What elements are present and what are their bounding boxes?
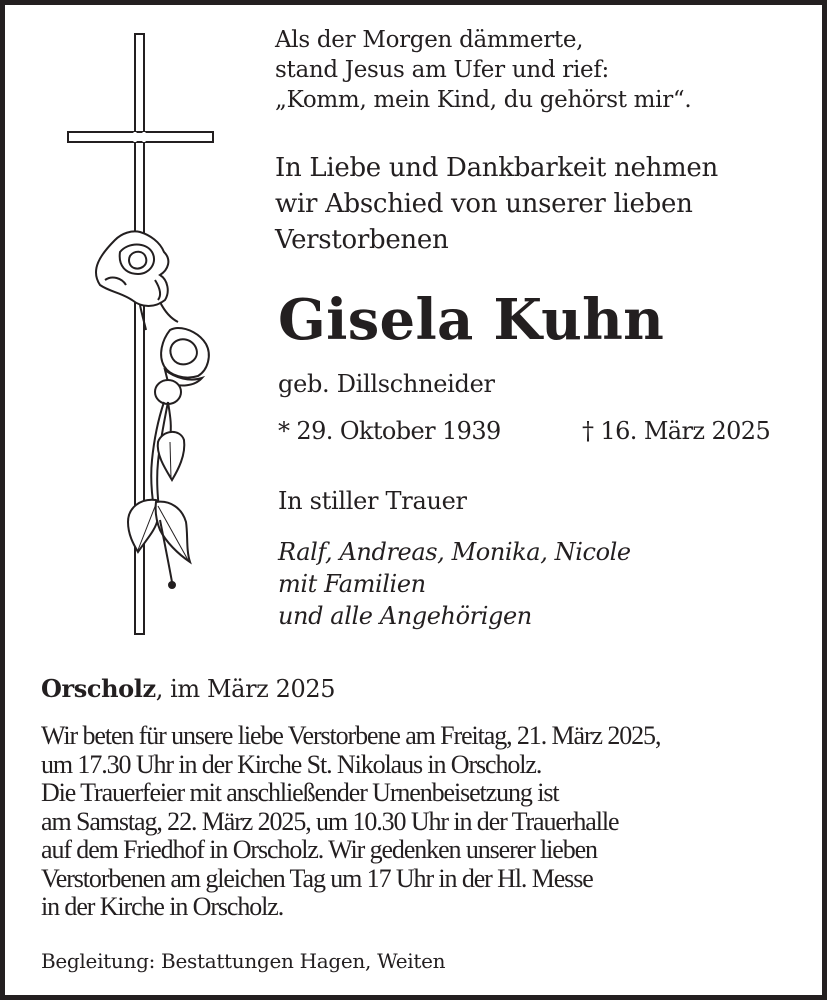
verse-line: Als der Morgen dämmerte, <box>275 27 584 53</box>
maiden-name: geb. Dillschneider <box>278 370 495 398</box>
service-line: um 17.30 Uhr in der Kirche St. Nikolaus in Orscholz. <box>41 749 542 779</box>
verse-line: stand Jesus am Ufer und rief: <box>275 57 609 83</box>
mourning-heading: In stiller Trauer <box>278 487 467 515</box>
mourner-line: mit Familien <box>278 570 426 598</box>
death-date: † 16. März 2025 <box>582 417 771 445</box>
deceased-name: Gisela Kuhn <box>278 287 665 353</box>
service-line: am Samstag, 22. März 2025, um 10.30 Uhr in der Trauerhalle <box>41 806 619 836</box>
intro-line: In Liebe und Dankbarkeit nehmen <box>275 153 718 183</box>
service-line: Verstorbenen am gleichen Tag um 17 Uhr in der Hl. Messe <box>41 863 593 893</box>
cross-with-roses-icon <box>60 30 230 640</box>
mourners-list <box>278 536 631 632</box>
bible-verse <box>275 25 691 115</box>
intro-line: Verstorbenen <box>275 225 449 255</box>
funeral-home-credit: Begleitung: Bestattungen Hagen, Weiten <box>41 949 446 973</box>
service-details <box>41 722 660 922</box>
intro-line: wir Abschied von unserer lieben <box>275 189 693 219</box>
verse-line: „Komm, mein Kind, du gehörst mir“. <box>275 87 692 113</box>
birth-date: * 29. Oktober 1939 <box>278 417 501 445</box>
service-line: auf dem Friedhof in Orscholz. Wir gedenken unserer lieben <box>41 835 597 864</box>
place-date-rest: , im März 2025 <box>155 675 336 703</box>
service-line: Die Trauerfeier mit anschließender Urnenbeisetzung ist <box>41 778 559 807</box>
service-line: Wir beten für unsere liebe Verstorbene am Freitag, 21. März 2025, <box>41 721 661 750</box>
mourner-line: und alle Angehörigen <box>278 602 532 630</box>
service-line: in der Kirche in Orscholz. <box>41 892 284 921</box>
farewell-intro <box>275 150 718 258</box>
mourner-line: Ralf, Andreas, Monika, Nicole <box>278 538 631 566</box>
place-name: Orscholz <box>41 674 156 703</box>
place-date <box>41 673 335 705</box>
